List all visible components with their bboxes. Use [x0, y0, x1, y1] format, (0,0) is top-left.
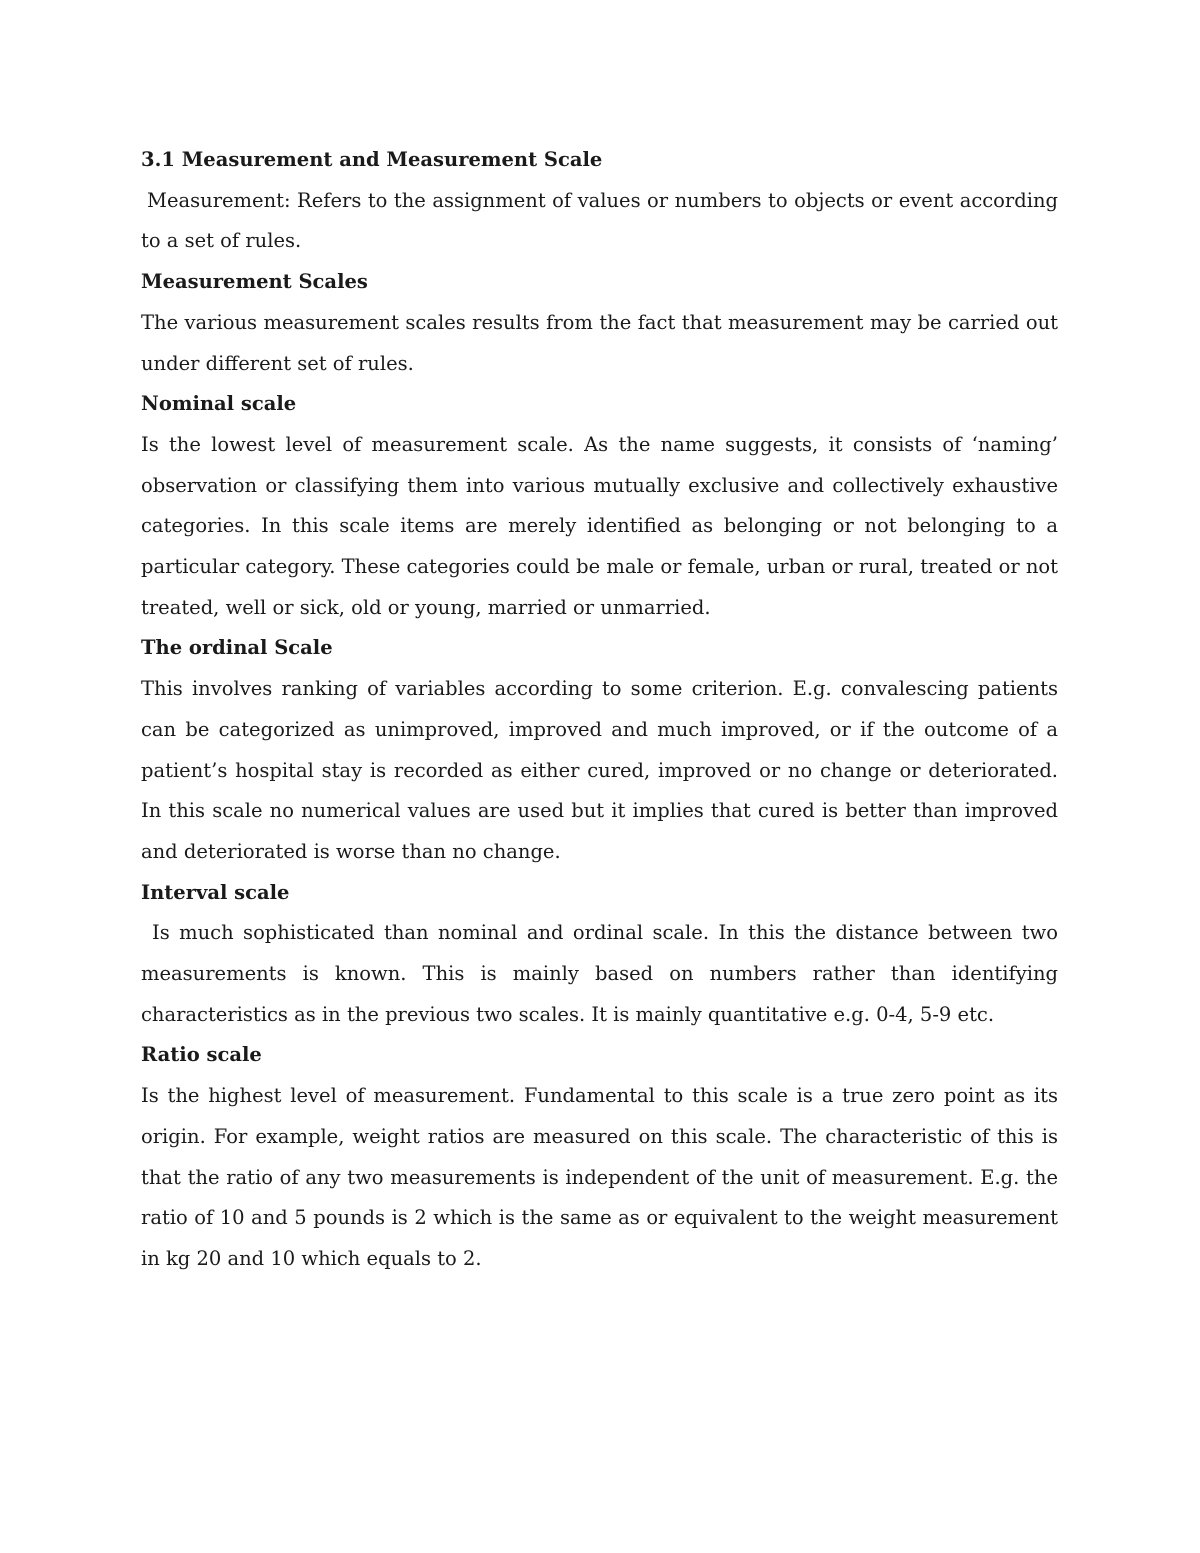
measurement-scales-heading: Measurement Scales	[141, 270, 368, 294]
ordinal-scale-heading: The ordinal Scale	[141, 636, 333, 660]
ratio-scale-paragraph: Is the highest level of measurement. Fundamental to this scale is a true zero point as its origin. For example, weight ratios are measured on this scale. The characteristic of this is that the ratio of any two measurements is independent of the unit of measurement. E.g. the ratio of 10 and 5 pounds is 2 which is the same as or equivalent to the weight measurement in kg 20 and 10 which equals to 2.	[141, 1084, 1058, 1270]
interval-scale-paragraph: Is much sophisticated than nominal and ordinal scale. In this the distance between two measurements is known. This is mainly based on numbers rather than identifying characteristics as in the previous two scales. It is mainly quantitative e.g. 0-4, 5-9 etc.	[141, 921, 1058, 1026]
measurement-scales-paragraph: The various measurement scales results from the fact that measurement may be carried out under different set of rules.	[141, 310, 1058, 375]
document-body	[141, 140, 1058, 1280]
nominal-scale-paragraph: Is the lowest level of measurement scale. As the name suggests, it consists of ‘naming’ observation or classifying them into various mutually exclusive and collectively exhaustive categories. In this scale items are merely identified as belonging or not belonging to a particular category. These categories could be male or female, urban or rural, treated or not treated, well or sick, old or young, married or unmarried.	[141, 432, 1058, 619]
intro-paragraph: Measurement: Refers to the assignment of values or numbers to objects or event according to a set of rules.	[141, 188, 1058, 253]
interval-scale-heading: Interval scale	[141, 880, 290, 904]
ratio-scale-heading: Ratio scale	[141, 1043, 262, 1067]
section-title: 3.1 Measurement and Measurement Scale	[141, 148, 603, 171]
ordinal-scale-paragraph: This involves ranking of variables according to some criterion. E.g. convalescing patients can be categorized as unimproved, improved and much improved, or if the outcome of a patient’s hospital stay is recorded as either cured, improved or no change or deteriorated. In this scale no numerical values are used but it implies that cured is better than improved and deteriorated is worse than no change.	[141, 677, 1058, 863]
nominal-scale-heading: Nominal scale	[141, 392, 297, 416]
